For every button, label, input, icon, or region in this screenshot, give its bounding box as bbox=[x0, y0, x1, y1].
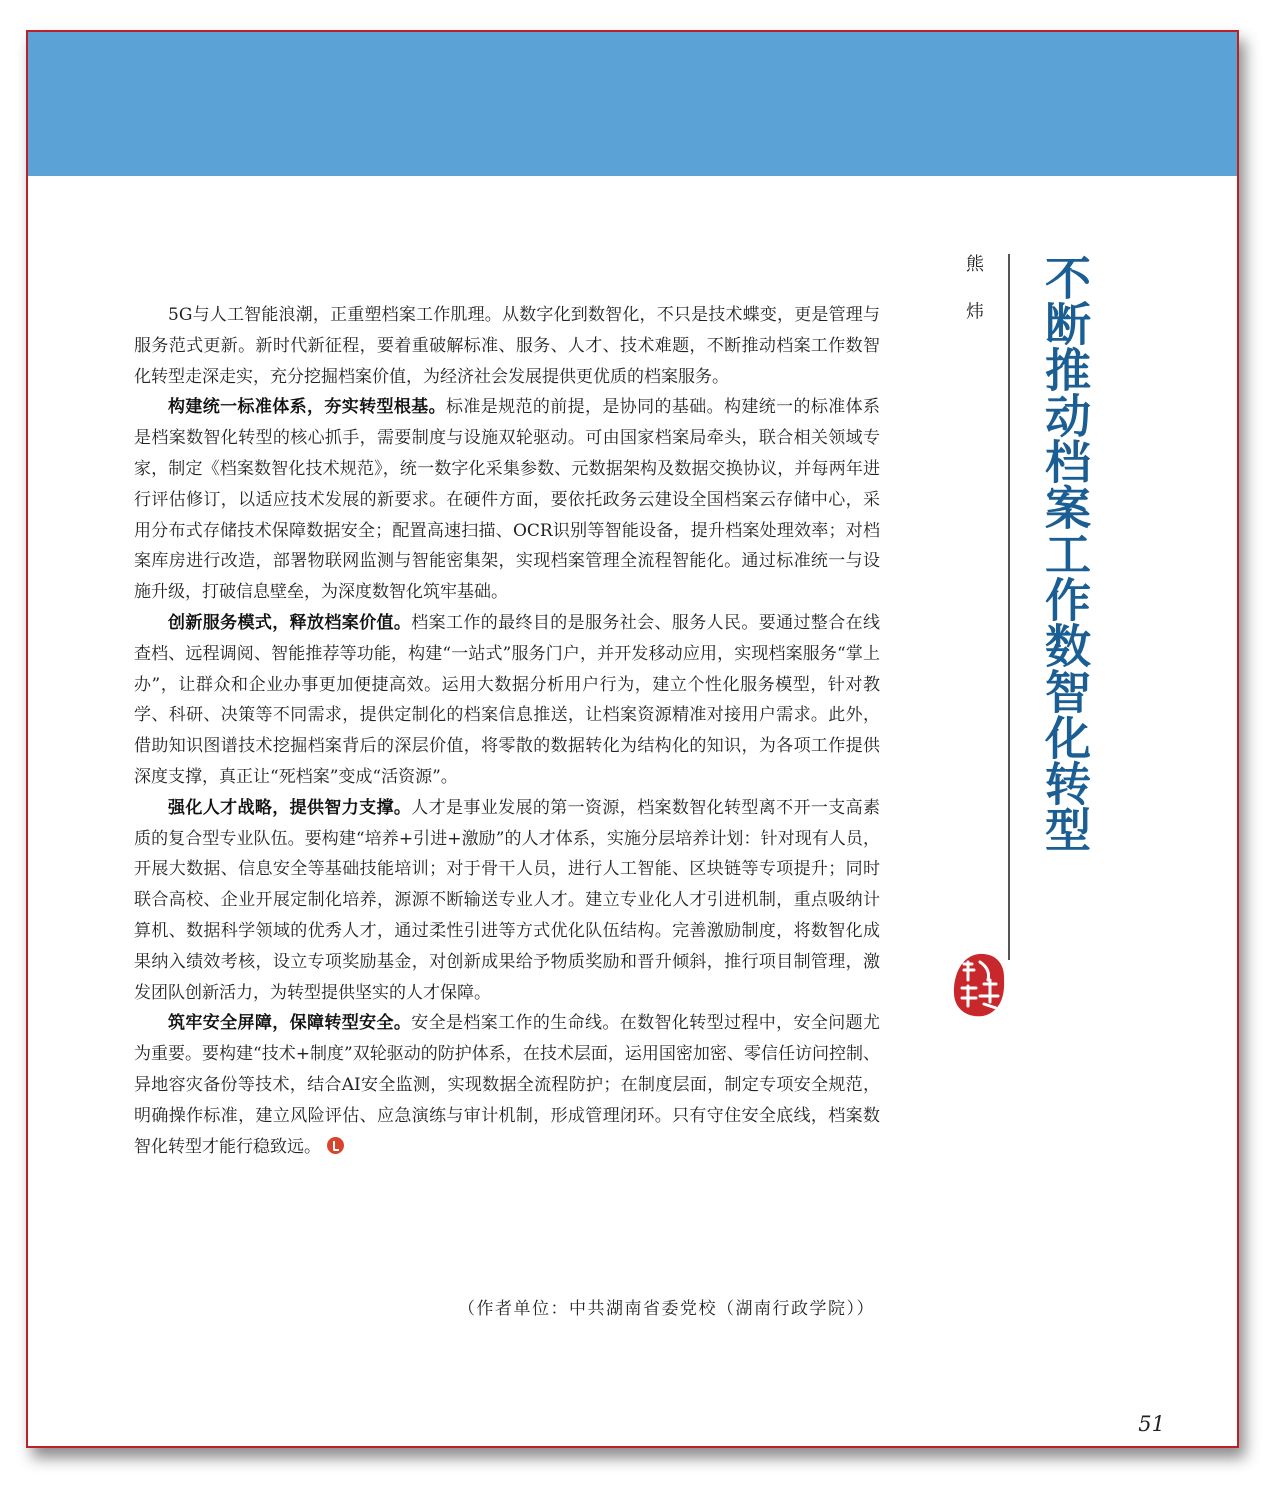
paragraph-security bbox=[134, 1008, 880, 1162]
paragraph-text: 标准是规范的前提，是协同的基础。构建统一的标准体系是档案数智化转型的核心抓手，需要制度与设施双轮驱动。可由国家档案局牵头，联合相关领域专家，制定《档案数智化技术规范》，统一数字化采集参数、元数据架构及数据交换协议，并每两年进行评估修订，以适应技术发展的新要求。在硬件方面，要依托政务云建设全国档案云存储中心，采用分布式存储技术保障数据安全；配置高速扫描、OCR识别等智能设备，提升档案处理效率；对档案库房进行改造，部署物联网监测与智能密集架，实现档案管理全流程智能化。通过标准统一与设施升级，打破信息壁垒，为深度数智化筑牢基础。 bbox=[134, 397, 880, 603]
header-color-band bbox=[28, 32, 1237, 176]
paragraph-services bbox=[134, 608, 880, 793]
paragraph-lead: 筑牢安全屏障，保障转型安全。 bbox=[168, 1013, 412, 1034]
article-body bbox=[134, 300, 880, 1162]
paragraph-talent bbox=[134, 793, 880, 1009]
page-number: 51 bbox=[1138, 1412, 1165, 1436]
paragraph-lead: 创新服务模式，释放档案价值。 bbox=[168, 612, 412, 633]
title-divider bbox=[1008, 254, 1010, 960]
article-title: 不断推动档案工作数智化转型 bbox=[1038, 254, 1092, 852]
paragraph-lead: 构建统一标准体系，夯实转型根基。 bbox=[168, 397, 446, 418]
paragraph-text: 人才是事业发展的第一资源，档案数智化转型离不开一支高素质的复合型专业队伍。要构建“培养+引进+激励”的人才体系，实施分层培养计划：针对现有人员，开展大数据、信息安全等基础技能培训；对于骨干人员，进行人工智能、区块链等专项提升；同时联合高校、企业开展定制化培养，源源不断输送专业人才。建立专业化人才引进机制，重点吸纳计算机、数据科学领域的优秀人才，通过柔性引进等方式优化队伍结构。完善激励制度，将数智化成果纳入绩效考核，设立专项奖励基金，对创新成果给予物质奖励和晋升倾斜，推行项目制管理，激发团队创新活力，为转型提供坚实的人才保障。 bbox=[134, 797, 880, 1003]
paragraph-text: 档案工作的最终目的是服务社会、服务人民。要通过整合在线查档、远程调阅、智能推荐等功能，构建“一站式”服务门户，并开发移动应用，实现档案服务“掌上办”，让群众和企业办事更加便捷高效。运用大数据分析用户行为，建立个性化服务模型，针对教学、科研、决策等不同需求，提供定制化的档案信息推送，让档案资源精准对接用户需求。此外，借助知识图谱技术挖掘档案背后的深层价值，将零散的数据转化为结构化的知识，为各项工作提供深度支撑，真正让“死档案”变成“活资源”。 bbox=[134, 612, 880, 787]
paragraph-standards bbox=[134, 392, 880, 608]
author-name: 熊 炜 bbox=[963, 254, 984, 332]
author-affiliation: （作者单位：中共湖南省委党校（湖南行政学院）） bbox=[458, 1299, 875, 1319]
paragraph-text: 5G与人工智能浪潮，正重塑档案工作肌理。从数字化到数智化，不只是技术蝶变，更是管理与服务范式更新。新时代新征程，要着重破解标准、服务、人才、技术难题，不断推动档案工作数智化转型走深走实，充分挖掘档案价值，为经济社会发展提供更优质的档案服务。 bbox=[134, 305, 880, 387]
seal-stamp-icon bbox=[950, 950, 1008, 1020]
paragraph-text: 安全是档案工作的生命线。在数智化转型过程中，安全问题尤为重要。要构建“技术+制度”双轮驱动的防护体系，在技术层面，运用国密加密、零信任访问控制、异地容灾备份等技术，结合AI安全监测，实现数据全流程防护；在制度层面，制定专项安全规范，明确操作标准，建立风险评估、应急演练与审计机制，形成管理闭环。只有守住安全底线，档案数智化转型才能行稳致远。 bbox=[134, 1013, 880, 1157]
magazine-page bbox=[26, 30, 1239, 1448]
paragraph-intro bbox=[134, 300, 880, 392]
paragraph-lead: 强化人才战略，提供智力支撑。 bbox=[168, 797, 412, 818]
article-end-icon bbox=[327, 1137, 344, 1154]
